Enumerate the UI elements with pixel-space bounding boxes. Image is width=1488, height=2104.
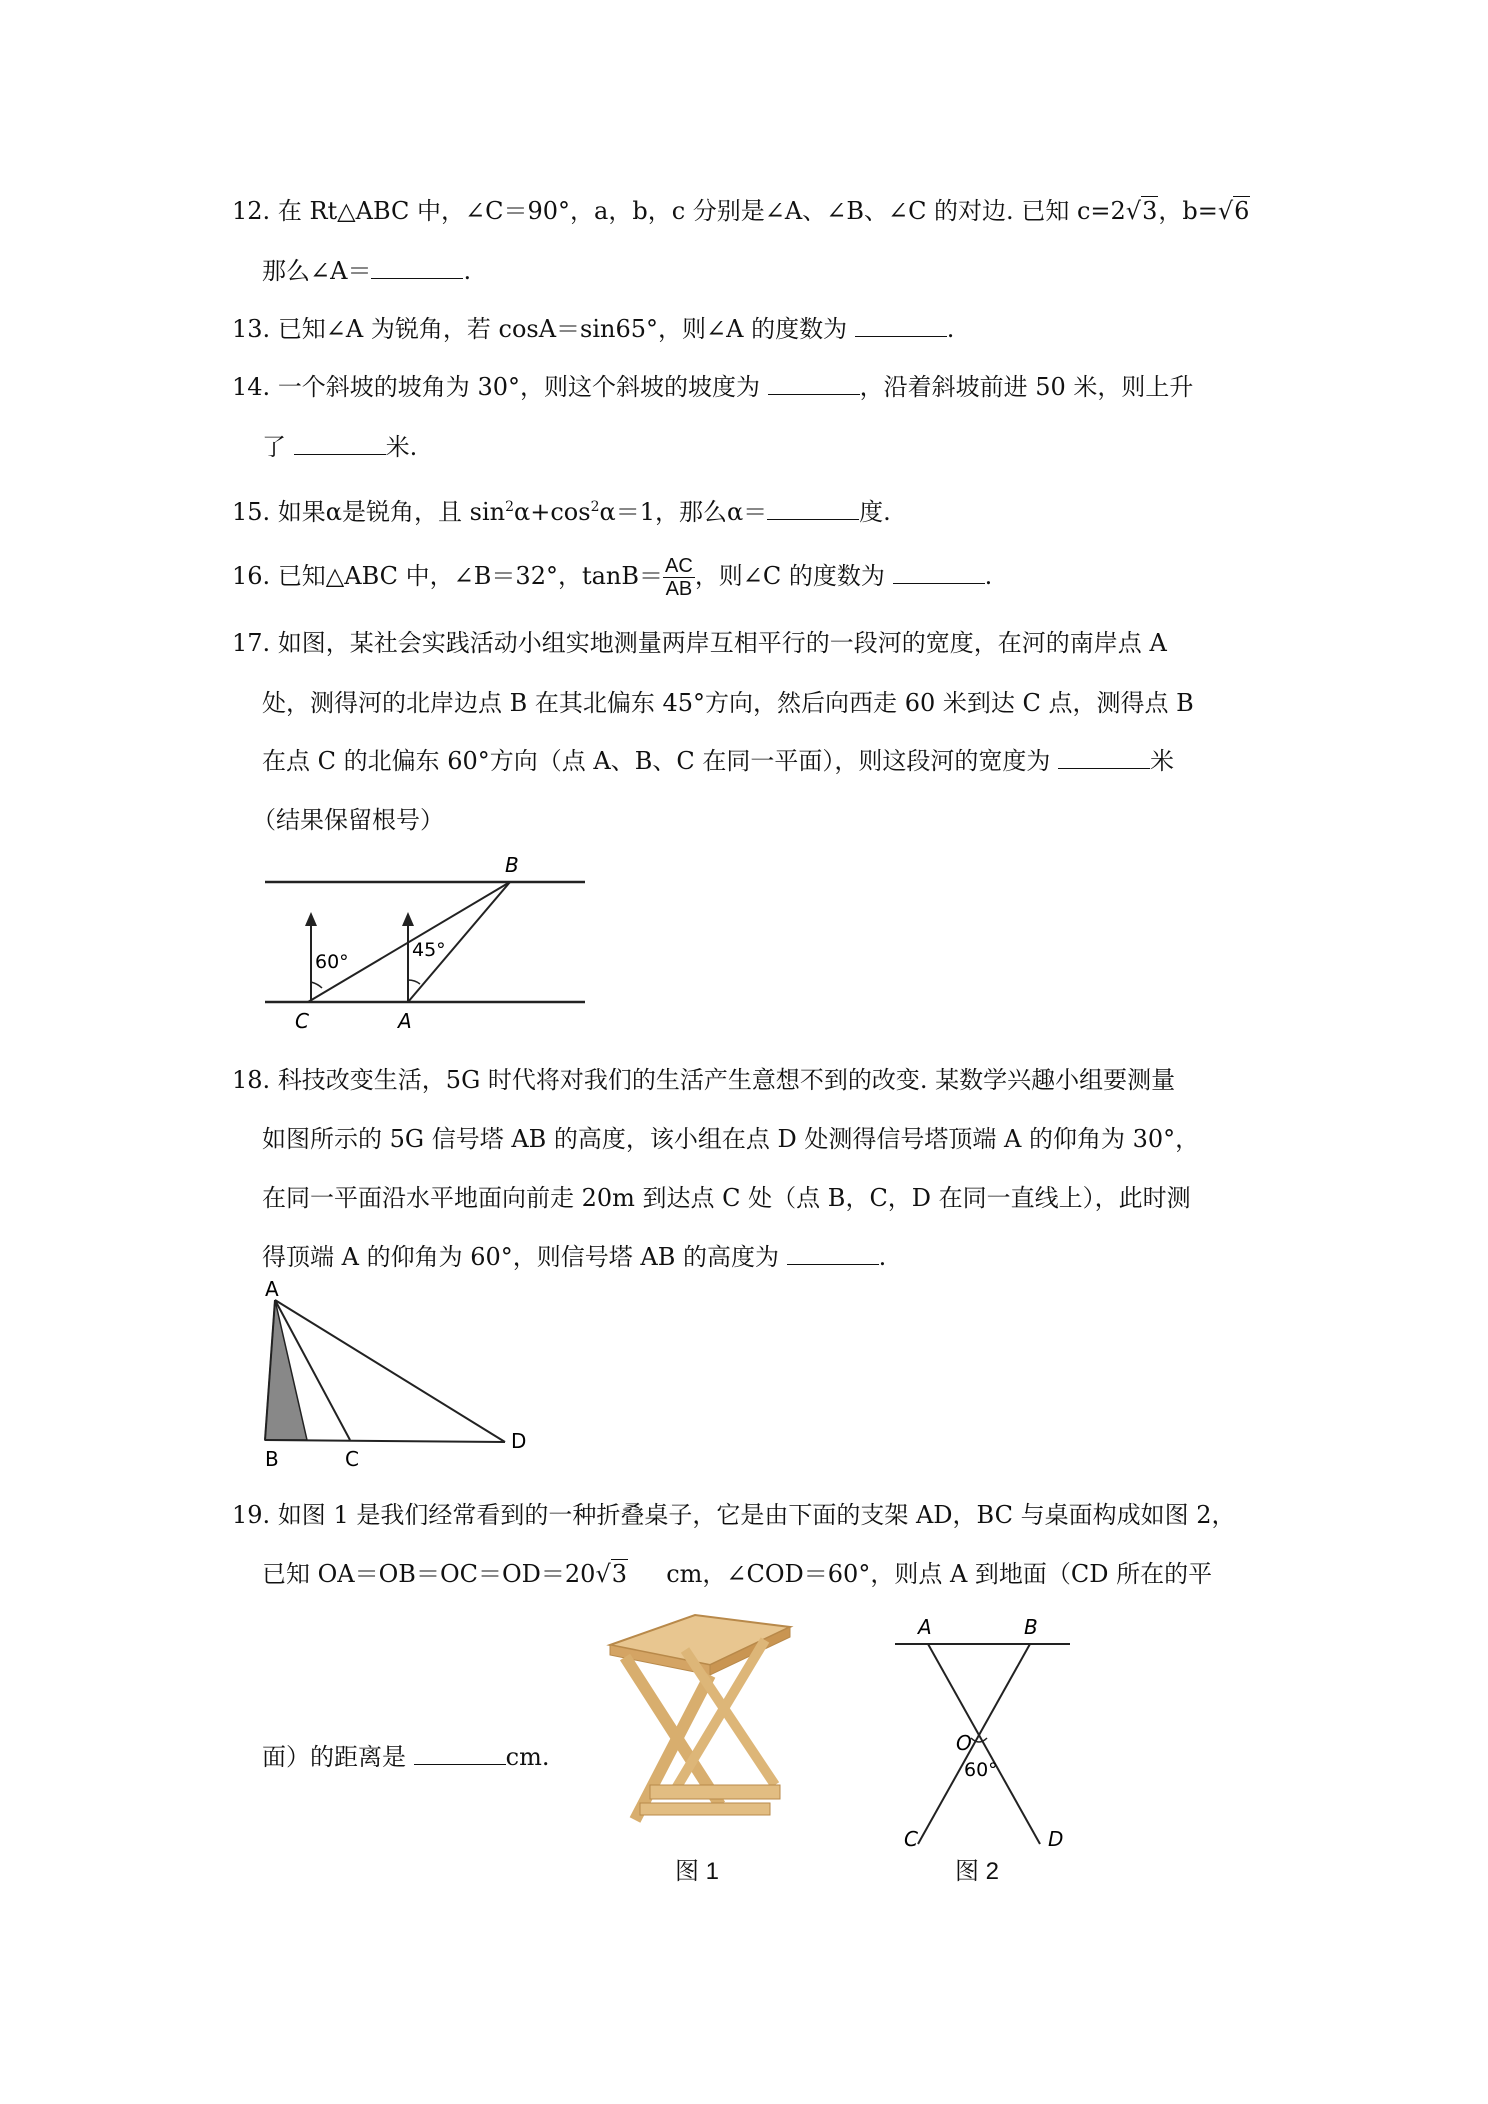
q19-label-D: D [1048,1827,1064,1851]
q15-end: 度. [859,498,891,526]
q18-line2 [262,1122,1199,1156]
q19-text3a: 面）的距离是 [262,1743,406,1771]
q13-line [232,312,954,346]
q15-text-b: α+cos [514,498,591,526]
q19-number: 19. [232,1501,271,1529]
q16-line [232,555,992,600]
answer-blank[interactable] [893,559,985,584]
q19-text1: 如图 1 是我们经常看到的一种折叠桌子，它是由下面的支架 AD，BC 与桌面构成如图 2， [277,1501,1236,1529]
answer-blank[interactable] [371,254,463,279]
q14-text2: ，沿着斜坡前进 50 米，则上升 [859,373,1194,401]
q14-line1 [232,370,1193,404]
q19-fig1-caption: 图 1 [675,1858,720,1885]
q13-end: . [946,315,955,343]
q17-line3 [262,744,1174,778]
q14-text: 一个斜坡的坡角为 30°，则这个斜坡的坡度为 [277,373,760,401]
q17-angle-45: 45° [412,939,446,961]
q12-radical-3: √3 [1125,197,1158,225]
q19-line1 [232,1498,1236,1532]
q17-label-C: C [295,1009,309,1033]
q14-line2a: 了 [262,433,286,461]
q12-text: 在 Rt△ABC 中，∠C＝90°，a，b，c 分别是∠A、∠B、∠C 的对边. 已知 c=2 [277,197,1126,225]
answer-blank[interactable] [767,495,859,520]
q15-sup2: 2 [590,499,600,515]
q16-text-b: ，则∠C 的度数为 [694,562,885,590]
q18-tower-figure [255,1278,545,1468]
q13-text: 已知∠A 为锐角，若 cosA＝sin65°，则∠A 的度数为 [277,315,848,343]
q12-text2: ，b= [1158,197,1218,225]
answer-blank[interactable] [787,1240,879,1265]
q17-line1 [232,626,1167,660]
q18-label-A: A [265,1278,279,1301]
q18-label-C: C [345,1447,359,1468]
q17-number: 17. [232,629,271,657]
q19-crossing-figure [890,1610,1080,1860]
q17-text3: 在点 C 的北偏东 60°方向（点 A、B、C 在同一平面），则这段河的宽度为 [262,747,1051,775]
q17-label-B: B [505,853,519,877]
q16-fraction: $\frac{AC}{AB}$ [665,555,693,600]
answer-blank[interactable] [1058,744,1150,769]
q17-text1: 如图，某社会实践活动小组实地测量两岸互相平行的一段河的宽度，在河的南岸点 A [277,629,1167,657]
q16-number: 16. [232,562,271,590]
q14-number: 14. [232,373,271,401]
q19-table-photo [590,1605,810,1855]
q12-line1 [232,194,1250,228]
q17-line2 [262,686,1194,720]
q19-text3b: cm. [505,1743,550,1771]
q19-text2b: cm，∠COD＝60°，则点 A 到地面（CD 所在的平 [666,1560,1213,1588]
q19-fig2-caption: 图 2 [955,1858,1000,1885]
q13-number: 13. [232,315,271,343]
q17-river-figure [255,850,595,1040]
q12-radical-6: √6 [1217,197,1250,225]
q18-text1: 科技改变生活，5G 时代将对我们的生活产生意想不到的改变. 某数学兴趣小组要测量 [277,1066,1176,1094]
q15-sup1: 2 [505,499,515,515]
q18-number: 18. [232,1066,271,1094]
answer-blank[interactable] [414,1740,506,1765]
q19-text2a: 已知 OA＝OB＝OC＝OD＝20 [262,1560,596,1588]
q15-text-c: α＝1，那么α＝ [599,498,768,526]
q18-line1 [232,1063,1175,1097]
q18-text4: 得顶端 A 的仰角为 60°，则信号塔 AB 的高度为 [262,1243,779,1271]
q19-radical-3: √3 [595,1560,628,1588]
q15-line [232,490,891,529]
q16-end: . [984,562,993,590]
q17-text2: 处，测得河的北岸边点 B 在其北偏东 45°方向，然后向西走 60 米到达 C 点，测得点 B [262,689,1194,717]
q18-label-B: B [265,1447,279,1468]
q16-text-a: 已知△ABC 中，∠B＝32°，tanB＝ [277,562,664,590]
q18-line4 [262,1240,886,1274]
q15-number: 15. [232,498,271,526]
q15-text-a: 如果α是锐角，且 sin [277,498,506,526]
answer-blank[interactable] [855,312,947,337]
q12-end: . [463,257,472,285]
q18-text2: 如图所示的 5G 信号塔 AB 的高度，该小组在点 D 处测得信号塔顶端 A 的仰角为 30°， [262,1125,1200,1153]
q19-label-A: A [918,1615,932,1639]
q12-line2-text: 那么∠A＝ [262,257,372,285]
q18-text4-end: . [878,1243,887,1271]
q19-line2 [262,1557,1212,1591]
q18-text3: 在同一平面沿水平地面向前走 20m 到达点 C 处（点 B，C，D 在同一直线上），此时测 [262,1184,1191,1212]
q17-label-A: A [398,1009,412,1033]
q19-angle-60: 60° [964,1759,998,1781]
answer-blank[interactable] [768,370,860,395]
q17-text3-end: 米 [1150,747,1175,775]
q19-label-C: C [904,1827,918,1851]
q12-line2 [262,254,471,288]
q19-label-B: B [1024,1615,1038,1639]
q12-number: 12. [232,197,271,225]
answer-blank[interactable] [294,430,386,455]
q18-label-D: D [511,1429,527,1453]
q14-line2b: 米. [385,433,418,461]
q17-line4 [252,803,444,837]
q18-line3 [262,1181,1191,1215]
q14-line2 [262,430,417,464]
q19-label-O: O [956,1731,972,1755]
q19-line3 [262,1740,549,1774]
q17-angle-60: 60° [315,951,349,973]
q17-text4: （结果保留根号） [252,806,444,834]
